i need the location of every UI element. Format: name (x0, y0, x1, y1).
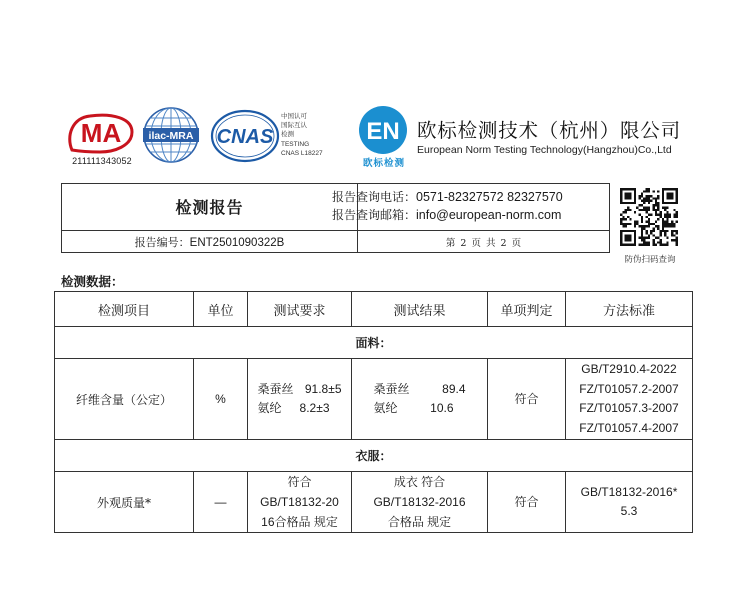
fiber-value: 10.6 (430, 401, 454, 415)
company-logo-caption: 欧标检测 (362, 158, 405, 169)
standard-line: 5.3 (620, 504, 638, 518)
column-header: 方法标准 (566, 292, 693, 327)
report-contact (332, 188, 563, 224)
fiber-name: 桑蚕丝 (257, 382, 294, 396)
fiber-name: 氨纶 (373, 401, 398, 415)
fiber-value: 89.4 (442, 382, 466, 396)
cell-verdict: 符合 (488, 359, 566, 440)
cma-number: 211111343052 (72, 156, 132, 166)
divider (62, 230, 609, 231)
fiber-name: 氨纶 (257, 401, 282, 415)
company-name-en: European Norm Testing Technology(Hangzhou)Co.,Ltd (417, 144, 672, 156)
cell-item: 纤维含量（公定） (55, 359, 194, 440)
fiber-value: 8.2±3 (299, 401, 330, 415)
european-norm-logo (358, 104, 408, 156)
report-number-value: ENT2501090322B (189, 237, 285, 249)
cnas-text-block (281, 112, 341, 158)
cell-requirement (248, 472, 352, 533)
table-header-row (55, 292, 693, 327)
phone-value: 0571-82327572 82327570 (416, 190, 563, 204)
svg-text:MA: MA (80, 118, 122, 148)
column-header: 检测项目 (55, 292, 194, 327)
result-line: GB/T18132-2016 (373, 495, 466, 509)
column-header: 单项判定 (488, 292, 566, 327)
requirement-line: 符合 (287, 475, 312, 489)
column-header: 测试要求 (248, 292, 352, 327)
qr-code[interactable] (620, 188, 678, 246)
cnas-line: CNAS L18227 (281, 149, 323, 157)
email-value: info@european-norm.com (416, 208, 562, 222)
cell-verdict: 符合 (488, 472, 566, 533)
email-label: 报告查询邮箱： (332, 208, 417, 222)
standard-line: FZ/T01057.3-2007 (579, 401, 679, 415)
category-label: 面料： (55, 327, 693, 359)
cnas-logo (210, 108, 280, 164)
cell-standards (566, 472, 693, 533)
report-title: 检测报告 (175, 200, 244, 217)
svg-text:CNAS: CNAS (216, 126, 274, 148)
table-row (55, 359, 693, 440)
svg-text:EN: EN (366, 118, 400, 145)
section-title: 检测数据： (61, 275, 124, 289)
column-header: 单位 (194, 292, 248, 327)
company-name-cn: 欧标检测技术（杭州）限公司 (417, 120, 681, 142)
standard-line: FZ/T01057.4-2007 (579, 420, 679, 435)
cell-requirement (248, 359, 352, 440)
category-row (55, 327, 693, 359)
qr-caption: 防伪扫码查询 (624, 255, 676, 265)
standard-line: GB/T18132-2016* (580, 484, 678, 499)
report-number (62, 234, 357, 250)
requirement-line: 16合格品 规定 (261, 515, 338, 529)
requirement-line: GB/T18132-20 (260, 495, 339, 509)
cell-result (352, 472, 488, 533)
result-line: 合格品 规定 (387, 515, 452, 529)
cnas-line: 检测 (281, 131, 294, 139)
page-number: 第 2 页 共 2 页 (445, 238, 523, 249)
cell-unit: — (194, 472, 248, 533)
cell-standards (566, 359, 693, 440)
fiber-name: 桑蚕丝 (373, 382, 410, 396)
cnas-line: 中国认可 (281, 113, 307, 120)
cnas-line: TESTING (281, 140, 310, 148)
standard-line: GB/T2910.4-2022 (581, 362, 677, 376)
result-line: 成衣 符合 (393, 475, 446, 489)
report-header-box (61, 183, 610, 253)
phone-label: 报告查询电话： (332, 190, 417, 204)
cell-item: 外观质量* (55, 472, 194, 533)
svg-text:ilac-MRA: ilac-MRA (148, 130, 194, 142)
cell-result (352, 359, 488, 440)
column-header: 测试结果 (352, 292, 488, 327)
cnas-line: 国际互认 (281, 122, 307, 130)
category-label: 衣服： (55, 440, 693, 472)
cma-logo (66, 112, 136, 154)
ilac-mra-logo (141, 104, 201, 166)
test-data-table (54, 291, 693, 533)
table-row (55, 472, 693, 533)
fiber-value: 91.8±5 (304, 382, 342, 396)
report-number-label: 报告编号： (134, 236, 190, 249)
category-row (55, 440, 693, 472)
cell-unit: % (194, 359, 248, 440)
standard-line: FZ/T01057.2-2007 (579, 381, 679, 396)
